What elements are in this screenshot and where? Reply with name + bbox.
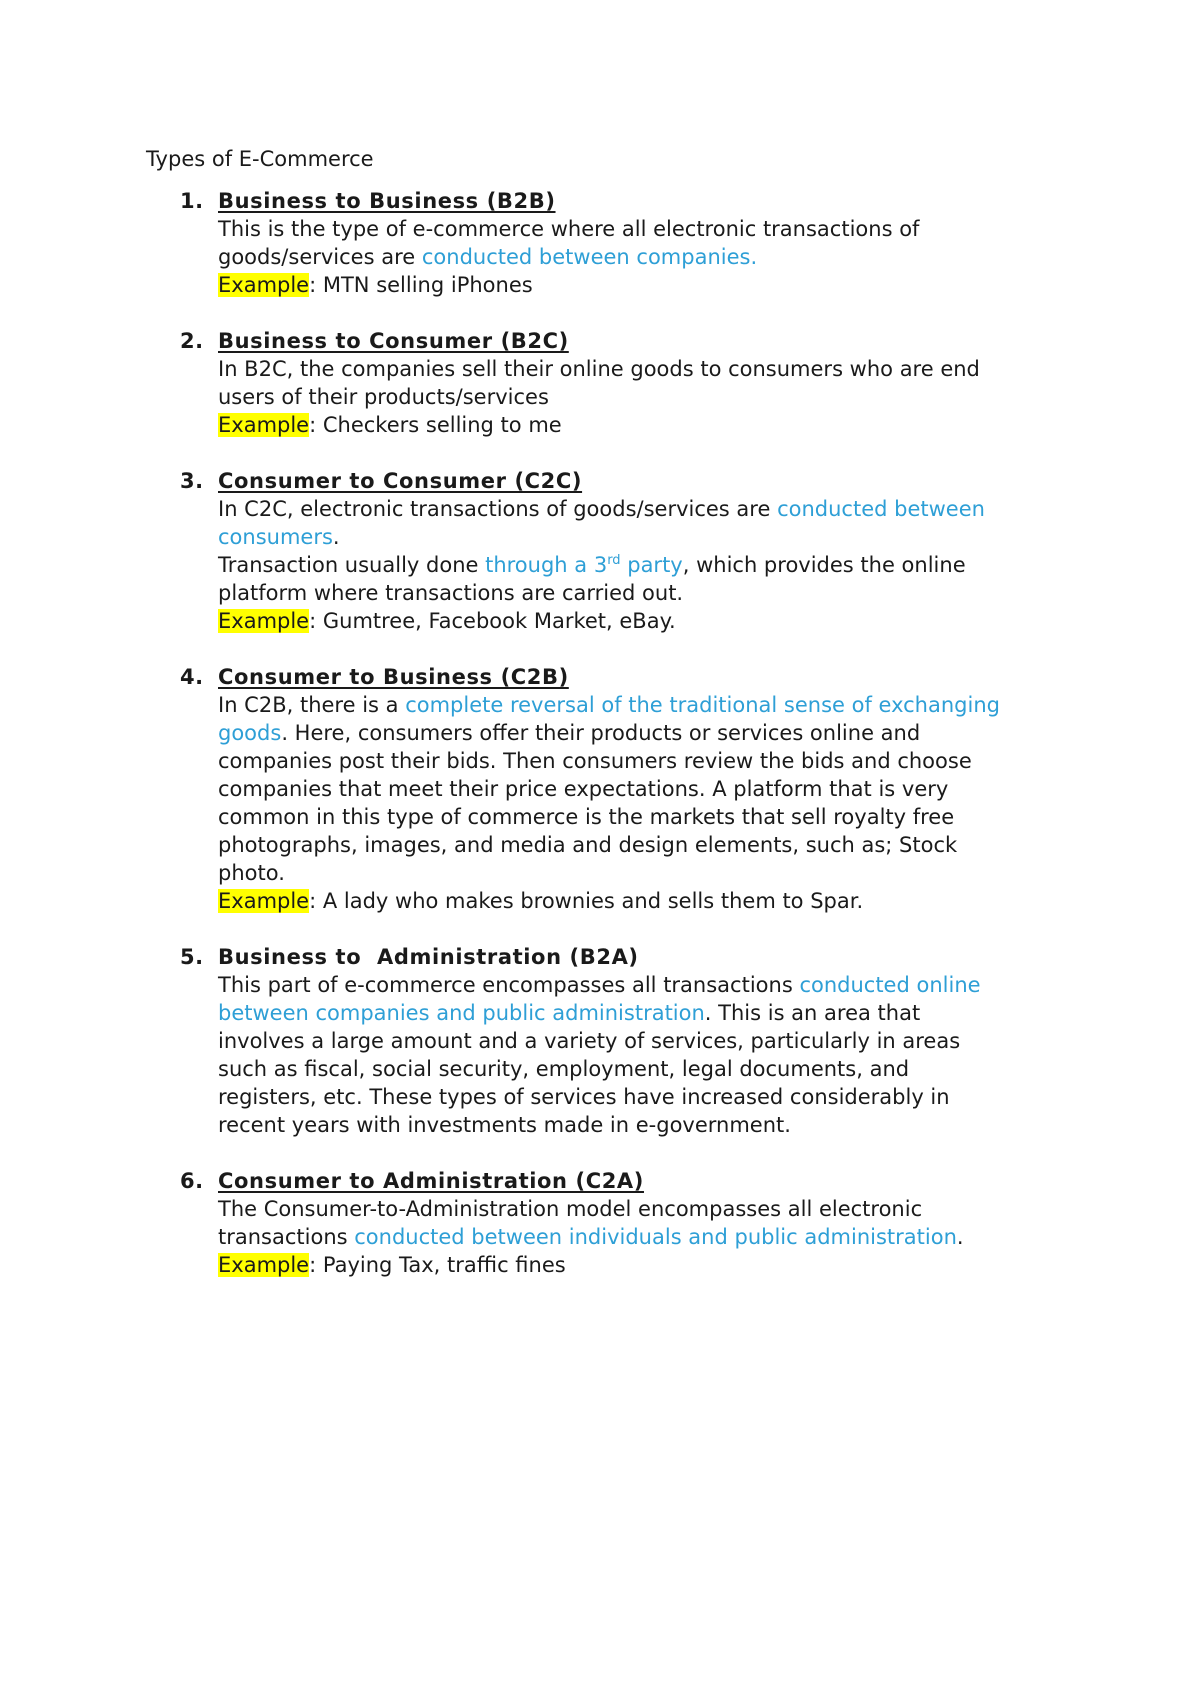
highlighted-text: party: [620, 553, 683, 577]
body-line: The Consumer-to-Administration model encompasses all electronic: [218, 1197, 923, 1221]
example-label: Example: [218, 1253, 310, 1277]
body-text: . This is an area that: [704, 1001, 921, 1025]
body-text: In C2C, electronic transactions of goods/services are: [218, 497, 778, 521]
list-number: 2.: [180, 329, 204, 353]
section-b2a: [180, 943, 1080, 1139]
body-line: registers, etc. These types of services have increased considerably in: [218, 1085, 950, 1109]
body-line: This is the type of e-commerce where all electronic transactions of: [218, 217, 920, 241]
body-line: [218, 495, 1080, 523]
section-c2a: [180, 1167, 1080, 1279]
body-text: .: [332, 525, 340, 549]
example-text: : Checkers selling to me: [309, 413, 562, 437]
section-heading: Consumer to Consumer (C2C): [218, 469, 583, 493]
list-number: 6.: [180, 1169, 204, 1193]
example-line: [218, 271, 1080, 299]
body-text: , which provides the online: [682, 553, 966, 577]
body-text: .: [956, 1225, 964, 1249]
body-line: such as fiscal, social security, employment, legal documents, and: [218, 1057, 910, 1081]
body-line: platform where transactions are carried out.: [218, 581, 684, 605]
body-line: common in this type of commerce is the markets that sell royalty free: [218, 805, 955, 829]
example-line: [218, 607, 1080, 635]
body-text: Transaction usually done: [218, 553, 486, 577]
body-line: [218, 243, 1080, 271]
body-line: [218, 971, 1080, 999]
section-heading: Business to Consumer (B2C): [218, 329, 569, 353]
body-text: goods/services are: [218, 245, 422, 269]
highlighted-text: conducted between companies.: [421, 245, 758, 269]
body-line: [218, 719, 1080, 747]
highlighted-text: through a 3: [485, 553, 608, 577]
example-label: Example: [218, 273, 310, 297]
list-number: 4.: [180, 665, 204, 689]
section-c2b: [180, 663, 1080, 915]
example-line: [218, 887, 1080, 915]
section-heading: Business to Business (B2B): [218, 189, 556, 213]
example-text: : Gumtree, Facebook Market, eBay.: [309, 609, 676, 633]
section-heading: Consumer to Business (C2B): [218, 665, 569, 689]
highlighted-text: conducted between individuals and public administration: [354, 1225, 957, 1249]
body-line: In B2C, the companies sell their online goods to consumers who are end: [218, 357, 980, 381]
highlighted-text: conducted between: [777, 497, 985, 521]
example-line: [218, 1251, 1080, 1279]
section-c2c: [180, 467, 1080, 635]
body-line: recent years with investments made in e-government.: [218, 1113, 791, 1137]
body-text: . Here, consumers offer their products or services online and: [281, 721, 921, 745]
highlighted-text: consumers: [218, 525, 333, 549]
section-heading: Business to Administration (B2A): [218, 945, 639, 969]
highlighted-text: goods: [218, 721, 282, 745]
highlighted-text: complete reversal of the traditional sense of exchanging: [405, 693, 1000, 717]
example-line: [218, 411, 1080, 439]
example-text: : Paying Tax, traffic fines: [309, 1253, 566, 1277]
body-line: involves a large amount and a variety of services, particularly in areas: [218, 1029, 961, 1053]
body-text: transactions: [218, 1225, 355, 1249]
highlighted-text: conducted online: [799, 973, 981, 997]
body-line: companies that meet their price expectations. A platform that is very: [218, 777, 949, 801]
example-text: : MTN selling iPhones: [309, 273, 533, 297]
highlighted-text: between companies and public administration: [218, 1001, 705, 1025]
body-line: [218, 691, 1080, 719]
example-label: Example: [218, 609, 310, 633]
section-b2b: [180, 187, 1080, 299]
body-line: users of their products/services: [218, 385, 549, 409]
body-text: In C2B, there is a: [218, 693, 406, 717]
body-line: companies post their bids. Then consumers review the bids and choose: [218, 749, 972, 773]
page-title: Types of E-Commerce: [146, 147, 374, 171]
example-label: Example: [218, 413, 310, 437]
body-line: [218, 523, 1080, 551]
list-number: 5.: [180, 945, 204, 969]
body-line: [218, 999, 1080, 1027]
example-text: : A lady who makes brownies and sells them to Spar.: [309, 889, 864, 913]
list-number: 3.: [180, 469, 204, 493]
body-text: This part of e-commerce encompasses all transactions: [218, 973, 800, 997]
body-line: photographs, images, and media and design elements, such as; Stock: [218, 833, 958, 857]
body-line: [218, 551, 1080, 579]
section-b2c: [180, 327, 1080, 439]
list-number: 1.: [180, 189, 204, 213]
body-line: photo.: [218, 861, 285, 885]
section-heading: Consumer to Administration (C2A): [218, 1169, 644, 1193]
body-line: [218, 1223, 1080, 1251]
example-label: Example: [218, 889, 310, 913]
superscript: rd: [607, 553, 621, 568]
